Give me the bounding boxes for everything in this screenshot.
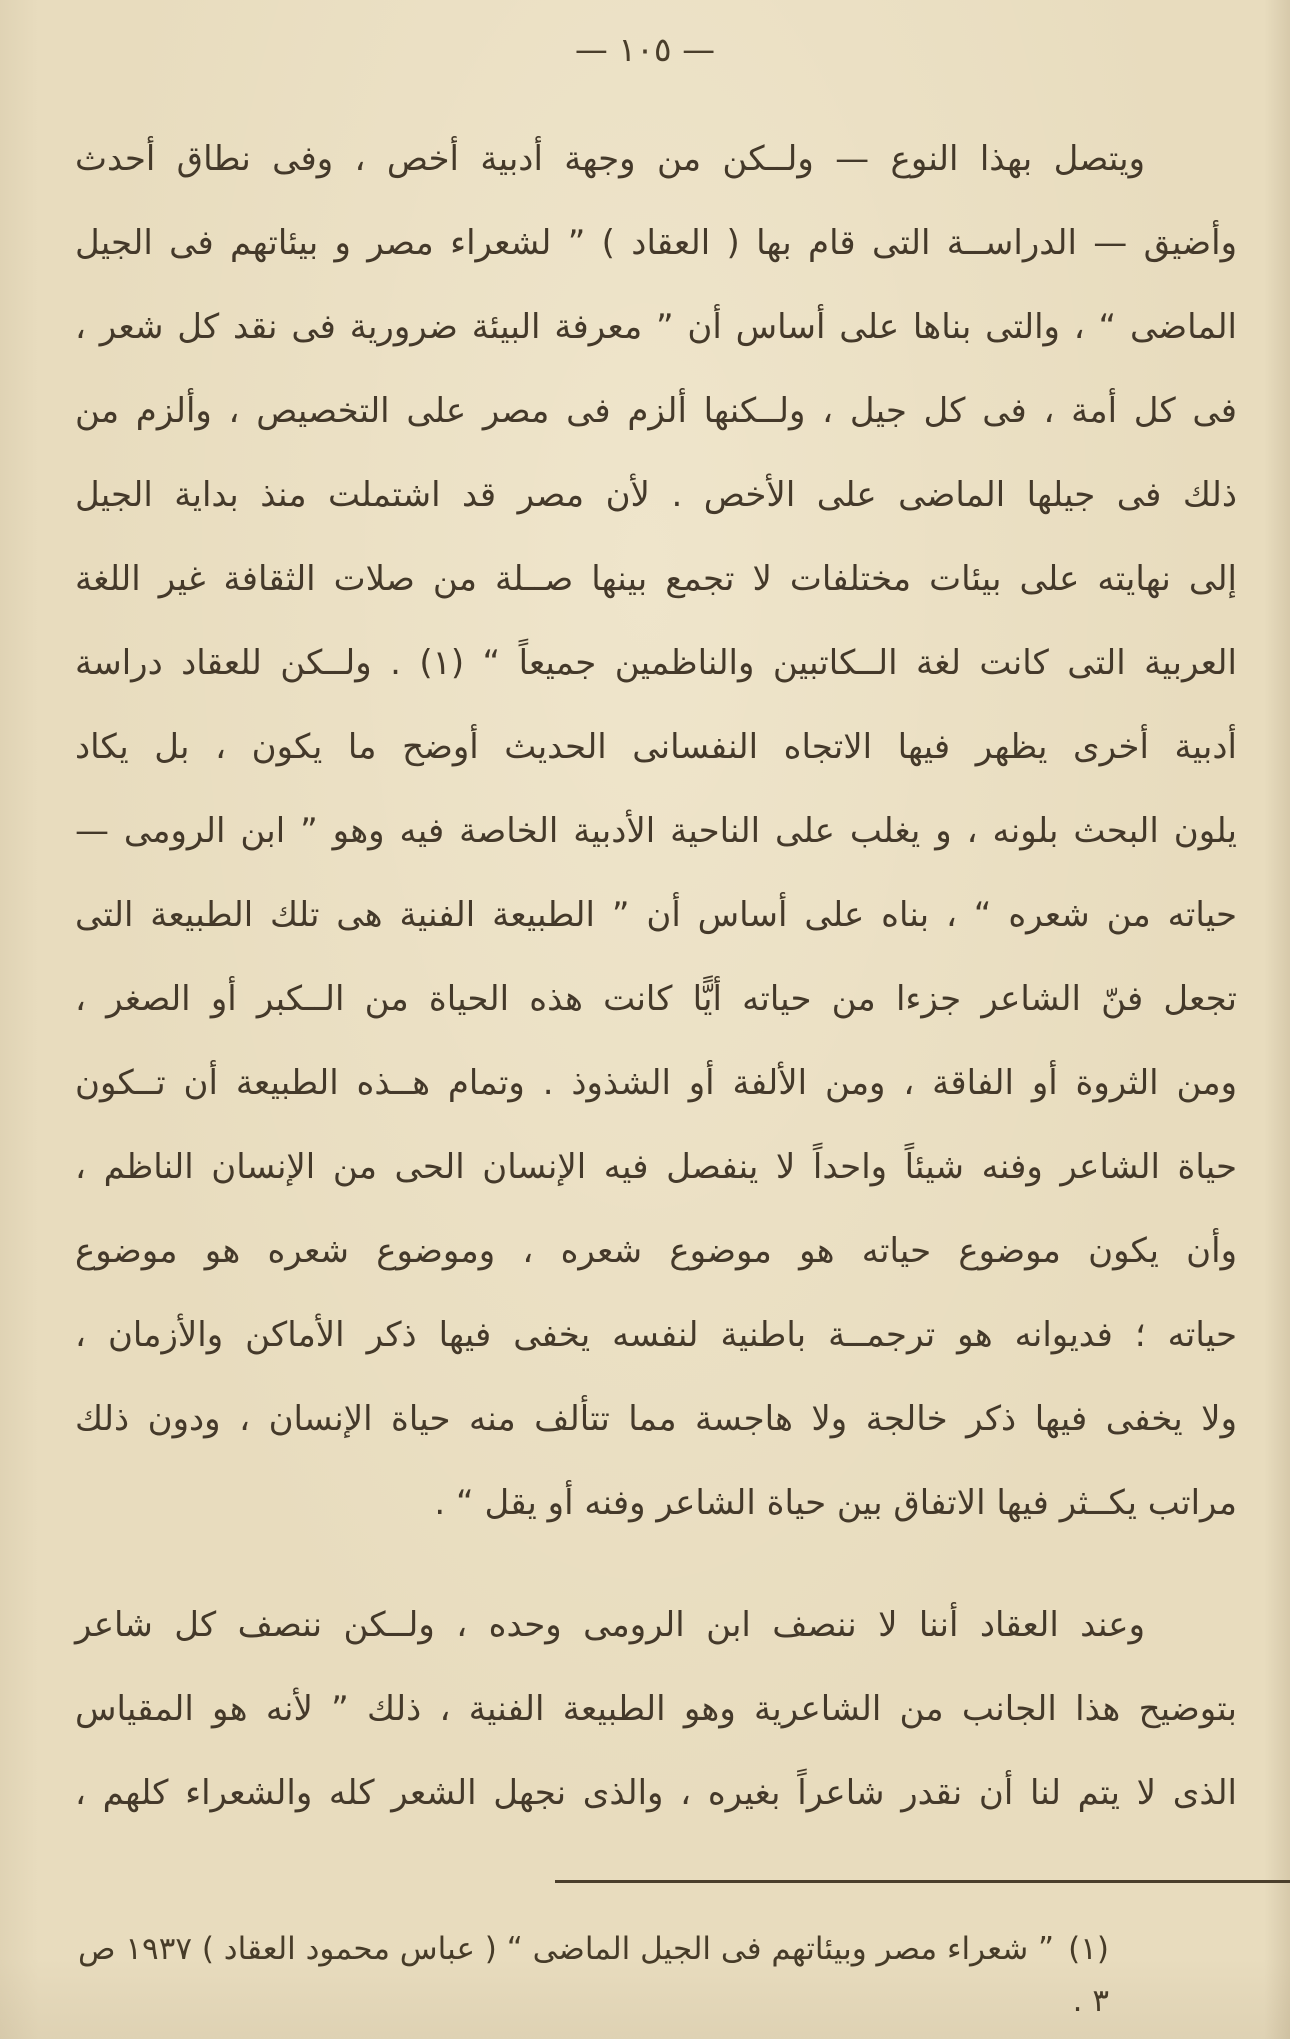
text-line: بتوضيح هذا الجانب من الشاعرية وهو الطبيعة الفنية ، ذلك ” لأنه هو المقياس bbox=[75, 1689, 1237, 1729]
text-line: ولا يخفى فيها ذكر خالجة ولا هاجسة مما تتألف منه حياة الإنسان ، ودون ذلك bbox=[75, 1399, 1237, 1439]
text-line: حياته من شعره “ ، بناه على أساس أن ” الطبيعة الفنية هى تلك الطبيعة التى bbox=[75, 895, 1237, 935]
text-line: العربية التى كانت لغة الــكاتبين والناظمين جميعاً “ (١) . ولــكن للعقاد دراسة bbox=[75, 643, 1237, 683]
text-line: تجعل فنّ الشاعر جزءا من حياته أيًّا كانت هذه الحياة من الــكبر أو الصغر ، bbox=[75, 979, 1237, 1019]
text-line: الماضى “ ، والتى بناها على أساس أن ” معرفة البيئة ضرورية فى نقد كل شعر ، bbox=[75, 307, 1237, 347]
text-line: وأضيق — الدراســة التى قام بها ( العقاد ) ” لشعراء مصر و بيئاتهم فى الجيل bbox=[75, 223, 1237, 263]
text-line: ويتصل بهذا النوع — ولــكن من وجهة أدبية أخص ، وفى نطاق أحدث bbox=[75, 139, 1145, 179]
text-line: الذى لا يتم لنا أن نقدر شاعراً بغيره ، والذى نجهل الشعر كله والشعراء كلهم ، bbox=[75, 1773, 1237, 1813]
text-line: وأن يكون موضوع حياته هو موضوع شعره ، وموضوع شعره هو موضوع bbox=[75, 1231, 1237, 1271]
text-line: ذلك فى جيلها الماضى على الأخص . لأن مصر قد اشتملت منذ بداية الجيل bbox=[75, 475, 1237, 515]
text-line: مراتب يكــثر فيها الاتفاق بين حياة الشاعر وفنه أو يقل “ . bbox=[434, 1483, 1237, 1523]
text-line: ومن الثروة أو الفاقة ، ومن الألفة أو الشذوذ . وتمام هــذه الطبيعة أن تــكون bbox=[75, 1063, 1237, 1103]
paragraph-1 bbox=[75, 117, 1237, 1545]
footnote-text: ” شعراء مصر وبيئاتهم فى الجيل الماضى “ ( عباس محمود العقاد ) ١٩٣٧ ص ٣ . bbox=[78, 1931, 1109, 2019]
text-line: أدبية أخرى يظهر فيها الاتجاه النفسانى الحديث أوضح ما يكون ، بل يكاد bbox=[75, 727, 1237, 767]
footnote bbox=[75, 1923, 1237, 2027]
footnote-separator-rule bbox=[555, 1880, 1290, 1883]
text-line: يلون البحث بلونه ، و يغلب على الناحية الأدبية الخاصة فيه وهو ” ابن الرومى — bbox=[75, 811, 1237, 851]
text-line: فى كل أمة ، فى كل جيل ، ولــكنها ألزم فى مصر على التخصيص ، وألزم من bbox=[75, 391, 1237, 431]
page-number: — ١٠٥ — bbox=[574, 30, 716, 69]
paragraph-2 bbox=[75, 1583, 1237, 1835]
text-line: حياته ؛ فديوانه هو ترجمــة باطنية لنفسه يخفى فيها ذكر الأماكن والأزمان ، bbox=[75, 1315, 1237, 1355]
text-line: إلى نهايته على بيئات مختلفات لا تجمع بينها صــلة من صلات الثقافة غير اللغة bbox=[75, 559, 1237, 599]
main-text-block bbox=[75, 117, 1237, 1835]
text-line: حياة الشاعر وفنه شيئاً واحداً لا ينفصل فيه الإنسان الحى من الإنسان الناظم ، bbox=[75, 1147, 1237, 1187]
text-line: وعند العقاد أننا لا ننصف ابن الرومى وحده ، ولــكن ننصف كل شاعر bbox=[75, 1605, 1145, 1645]
footnote-marker: (١) bbox=[1068, 1931, 1109, 1967]
